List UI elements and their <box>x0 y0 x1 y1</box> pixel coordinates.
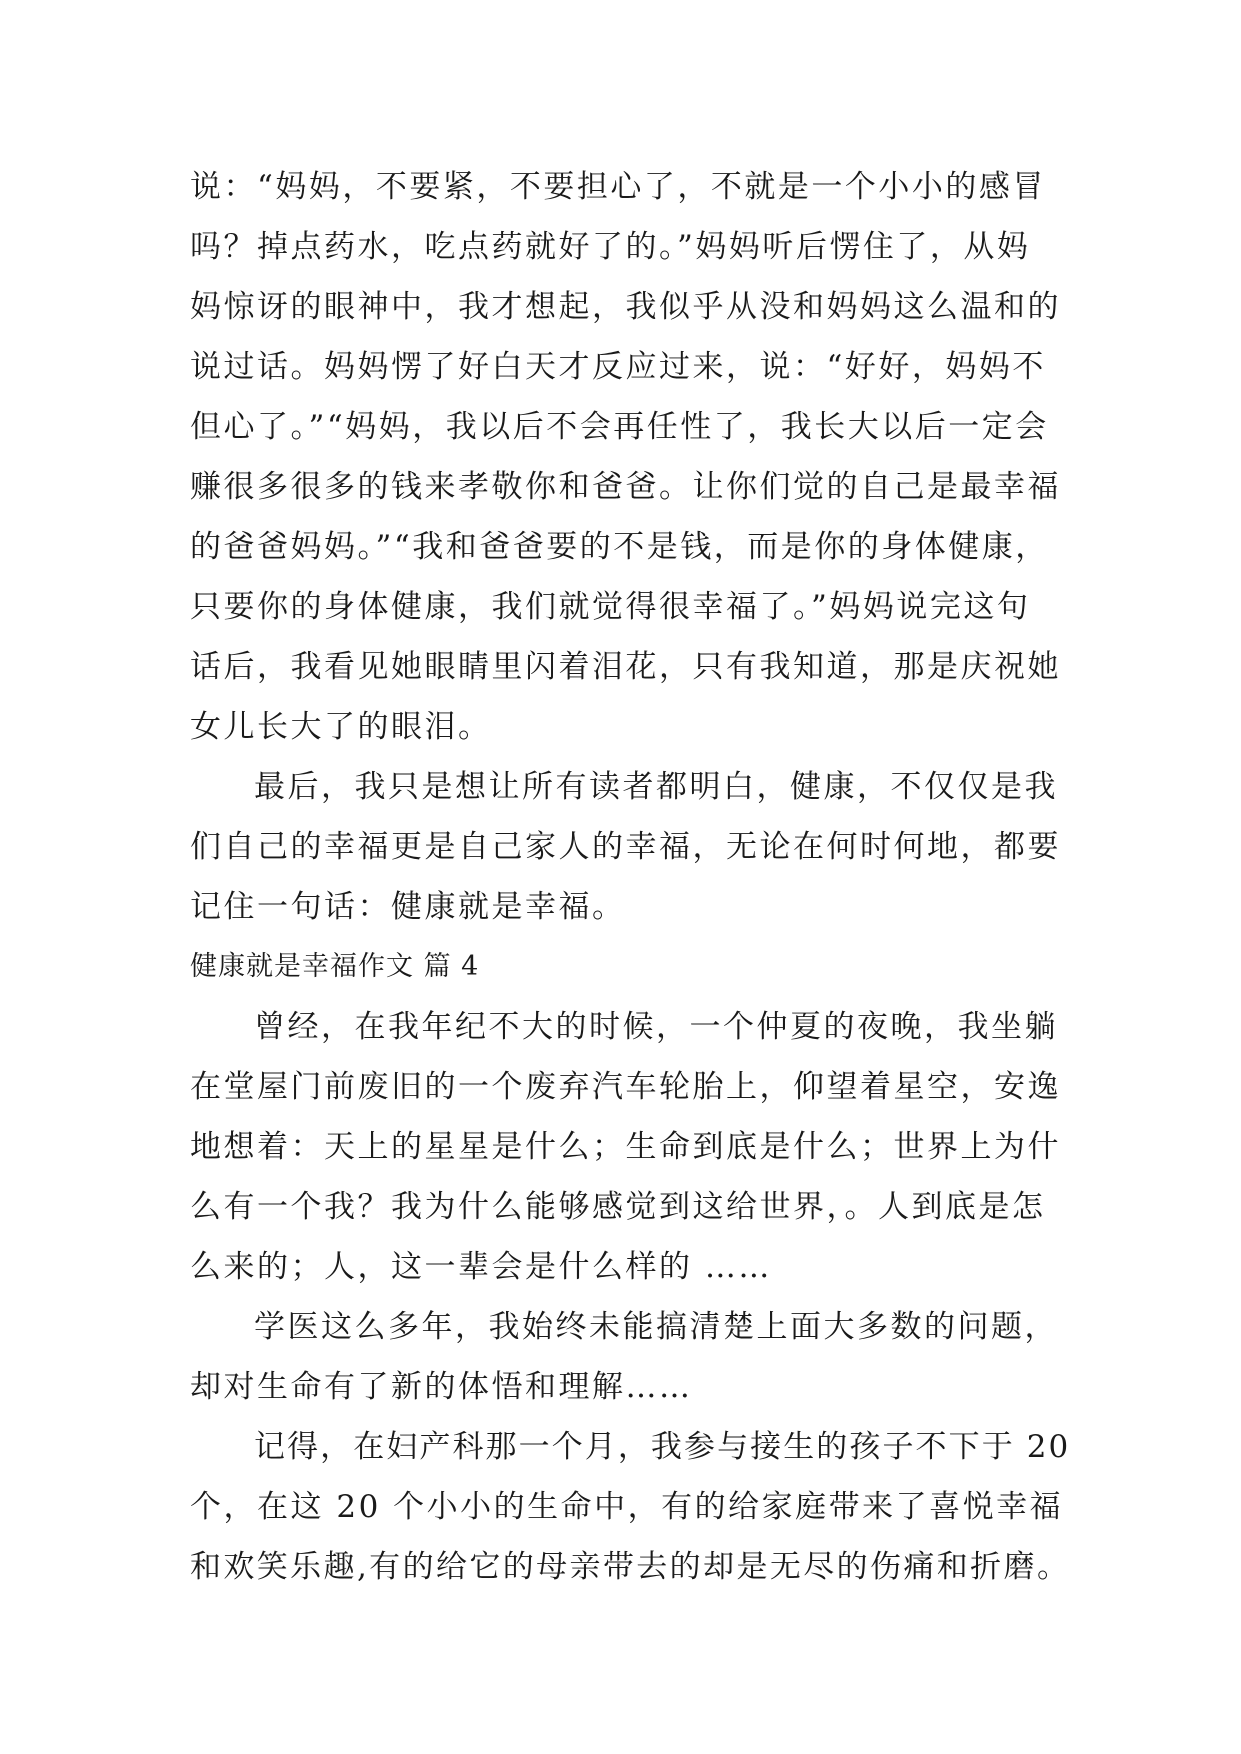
paragraph-3-line: 么来的；人，这一辈会是什么样的 …… <box>190 1249 772 1285</box>
paragraph-2-line: 最后，我只是想让所有读者都明白，健康，不仅仅是我 <box>254 769 1058 805</box>
paragraph-4-line: 却对生命有了新的体悟和理解…… <box>190 1369 693 1405</box>
paragraph-1-line: 说：“妈妈，不要紧，不要担心了，不就是一个小小的感冒 <box>190 169 1046 205</box>
paragraph-2-line: 们自己的幸福更是自己家人的幸福，无论在何时何地，都要 <box>190 829 1061 865</box>
paragraph-3-line: 地想着：天上的星星是什么；生命到底是什么；世界上为什 <box>190 1129 1061 1165</box>
paragraph-3-line: 么有一个我？我为什么能够感觉到这给世界，。人到底是怎 <box>190 1189 1046 1225</box>
section-heading: 健康就是幸福作文 篇 4 <box>190 951 480 982</box>
paragraph-1-line: 说过话。妈妈愣了好白天才反应过来，说：“好好，妈妈不 <box>190 349 1046 385</box>
paragraph-1-line: 的爸爸妈妈。”“我和爸爸要的不是钱，而是你的身体健康， <box>190 529 1049 565</box>
paragraph-1-line: 吗？掉点药水，吃点药就好了的。”妈妈听后愣住了，从妈 <box>190 229 1031 265</box>
paragraph-3-line: 曾经，在我年纪不大的时候，一个仲夏的夜晚，我坐躺 <box>254 1009 1058 1045</box>
paragraph-5-line: 个，在这 20 个小小的生命中，有的给家庭带来了喜悦幸福 <box>190 1489 1064 1525</box>
paragraph-5-line: 记得，在妇产科那一个月，我参与接生的孩子不下于 20 <box>254 1429 1071 1465</box>
paragraph-1-line: 女儿长大了的眼泪。 <box>190 709 492 745</box>
paragraph-4-line: 学医这么多年，我始终未能搞清楚上面大多数的问题， <box>254 1309 1058 1345</box>
paragraph-1-line: 话后，我看见她眼睛里闪着泪花，只有我知道，那是庆祝她 <box>190 649 1061 685</box>
paragraph-2-line: 记住一句话：健康就是幸福。 <box>190 889 626 925</box>
paragraph-1-line: 赚很多很多的钱来孝敬你和爸爸。让你们觉的自己是最幸福 <box>190 469 1061 505</box>
paragraph-5-line: 和欢笑乐趣,有的给它的母亲带去的却是无尽的伤痛和折磨。 <box>190 1549 1071 1585</box>
paragraph-1-line: 但心了。”“妈妈，我以后不会再任性了，我长大以后一定会 <box>190 409 1049 445</box>
paragraph-3-line: 在堂屋门前废旧的一个废弃汽车轮胎上，仰望着星空，安逸 <box>190 1069 1061 1105</box>
paragraph-1-line: 只要你的身体健康，我们就觉得很幸福了。”妈妈说完这句 <box>190 589 1031 625</box>
paragraph-1-line: 妈惊讶的眼神中，我才想起，我似乎从没和妈妈这么温和的 <box>190 289 1061 325</box>
